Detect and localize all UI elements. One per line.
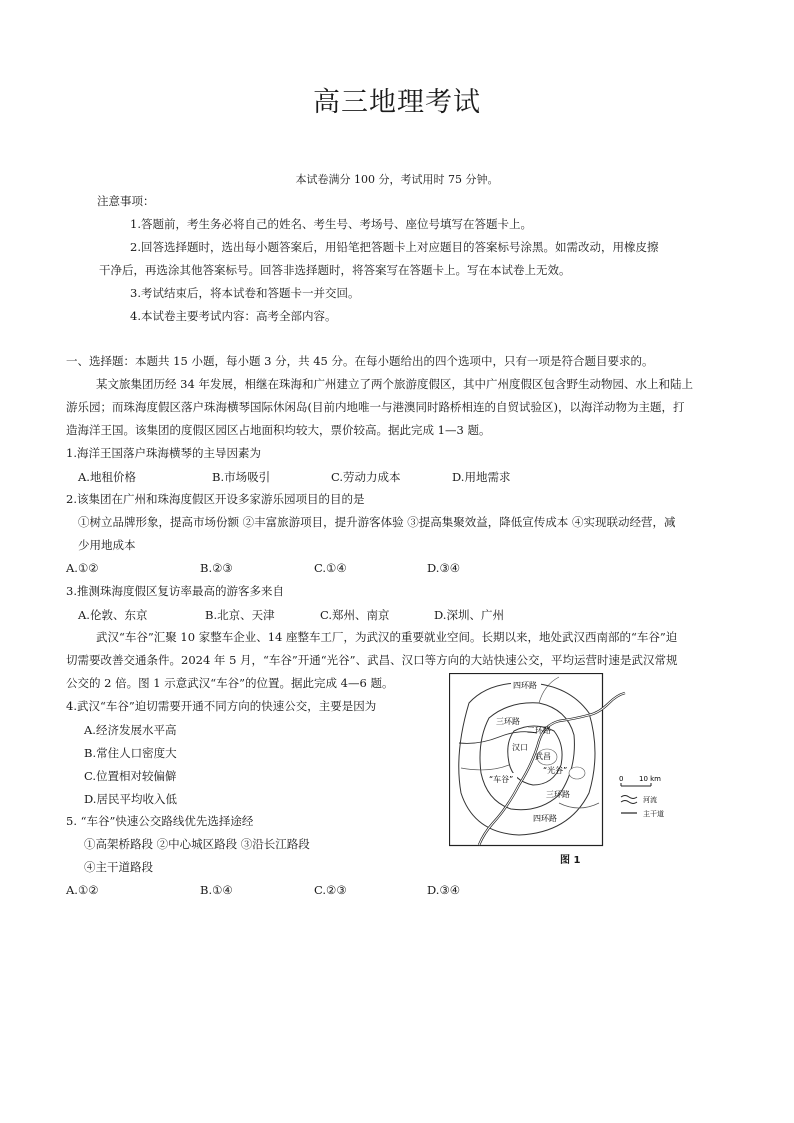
option: C.劳动力成本 [331, 470, 401, 484]
question-choices: 少用地成本 [78, 538, 136, 552]
river-legend-label: 河流 [643, 796, 657, 804]
river-legend-icon [621, 796, 637, 804]
notice-item: 干净后，再选涂其他答案标号。回答非选择题时，将答案写在答题卡上。写在本试卷上无效。 [99, 263, 571, 277]
section-heading: 一、选择题：本题共 15 小题，每小题 3 分，共 45 分。在每小题给出的四个选项中，只有一项是符合题目要求的。 [66, 354, 654, 368]
lake [569, 767, 585, 779]
option: A.①② [66, 561, 99, 575]
chegu-label: “车谷” [489, 775, 514, 784]
map-legend [619, 775, 664, 818]
option: B.①④ [200, 883, 233, 897]
question-choices: ④主干道路段 [84, 860, 153, 874]
road-legend-label: 主干道 [643, 810, 664, 818]
passage-line: 公交的 2 倍。图 1 示意武汉“车谷”的位置。据此完成 4—6 题。 [66, 676, 394, 690]
option: A.伦敦、东京 [78, 608, 148, 622]
scale-length: 10 km [639, 775, 662, 783]
ring4-bottom-label: 四环路 [533, 814, 557, 823]
ring4-top-label: 四环路 [513, 681, 537, 690]
question-choices: ①高架桥路段 ②中心城区路段 ③沿长江路段 [84, 837, 310, 851]
question-stem: 1.海洋王国落户珠海横琴的主导因素为 [66, 446, 261, 460]
notice-item: 2.回答选择题时，选出每小题答案后，用铅笔把答题卡上对应题目的答案标号涂黑。如需改动，用橡皮擦 [130, 240, 659, 254]
wuchang-label: 武昌 [535, 752, 551, 761]
option: D.深圳、广州 [434, 608, 504, 622]
wuhan-map-figure [449, 673, 709, 863]
option: D.居民平均收入低 [84, 792, 177, 806]
option: D.③④ [427, 561, 461, 575]
ring2-label: 二环路 [527, 726, 551, 735]
option: C.郑州、南京 [320, 608, 390, 622]
wuhan-map [449, 673, 709, 863]
question-stem: 4.武汉“车谷”迫切需要开通不同方向的快速公交，主要是因为 [66, 699, 377, 713]
question-choices: ①树立品牌形象，提高市场份额 ②丰富旅游项目，提升游客体验 ③提高集聚效益，降低宣传成本 ④实现联动经营，减 [78, 515, 676, 529]
question-stem: 2.该集团在广州和珠海度假区开设多家游乐园项目的目的是 [66, 492, 365, 506]
page-title: 高三地理考试 [313, 87, 481, 118]
question-stem: 5. “车谷”快速公交路线优先选择途经 [66, 814, 254, 828]
hankou-label: 汉口 [512, 743, 528, 752]
passage-line: 游乐园；而珠海度假区落户珠海横琴国际休闲岛(目前内地唯一与港澳同时路桥相连的自贸试验区)，以海洋动物为主题，打 [66, 400, 685, 414]
notice-item: 4.本试卷主要考试内容：高考全部内容。 [130, 309, 337, 323]
exam-subtitle: 本试卷满分 100 分，考试用时 75 分钟。 [295, 173, 499, 186]
passage-line: 造海洋王国。该集团的度假区园区占地面积均较大，票价较高。据此完成 1—3 题。 [66, 423, 491, 437]
option: B.市场吸引 [212, 470, 271, 484]
passage-line: 某文旅集团历经 34 年发展，相继在珠海和广州建立了两个旅游度假区，其中广州度假区包含野生动物园、水上和陆上 [96, 377, 693, 391]
option: C.①④ [314, 561, 347, 575]
scale-zero: 0 [619, 775, 624, 783]
ring3-bottom-label: 三环路 [546, 790, 570, 799]
option: B.②③ [200, 561, 233, 575]
option: C.②③ [314, 883, 347, 897]
option: A.①② [66, 883, 99, 897]
option: D.用地需求 [452, 470, 511, 484]
option: D.③④ [427, 883, 461, 897]
ring3-label: 三环路 [496, 717, 520, 726]
passage-line: 武汉“车谷”汇聚 10 家整车企业、14 座整车工厂，为武汉的重要就业空间。长期以来，地处武汉西南部的“车谷”迫 [96, 630, 678, 644]
passage-line: 切需要改善交通条件。2024 年 5 月，“车谷”开通“光谷”、武昌、汉口等方向的大站快速公交，平均运营时速是武汉常规 [66, 653, 678, 667]
option: B.北京、天津 [205, 608, 275, 622]
figure-caption: 图 1 [560, 855, 581, 866]
option: A.经济发展水平高 [84, 723, 177, 737]
option: A.地租价格 [78, 470, 136, 484]
notice-heading: 注意事项： [97, 194, 155, 208]
notice-item: 3.考试结束后，将本试卷和答题卡一并交回。 [130, 286, 360, 300]
question-stem: 3.推测珠海度假区复访率最高的游客多来自 [66, 584, 284, 598]
option: B.常住人口密度大 [84, 746, 177, 760]
guanggu-label: “光谷” [543, 766, 568, 775]
notice-item: 1.答题前，考生务必将自己的姓名、考生号、考场号、座位号填写在答题卡上。 [130, 217, 532, 231]
option: C.位置相对较偏僻 [84, 769, 177, 783]
